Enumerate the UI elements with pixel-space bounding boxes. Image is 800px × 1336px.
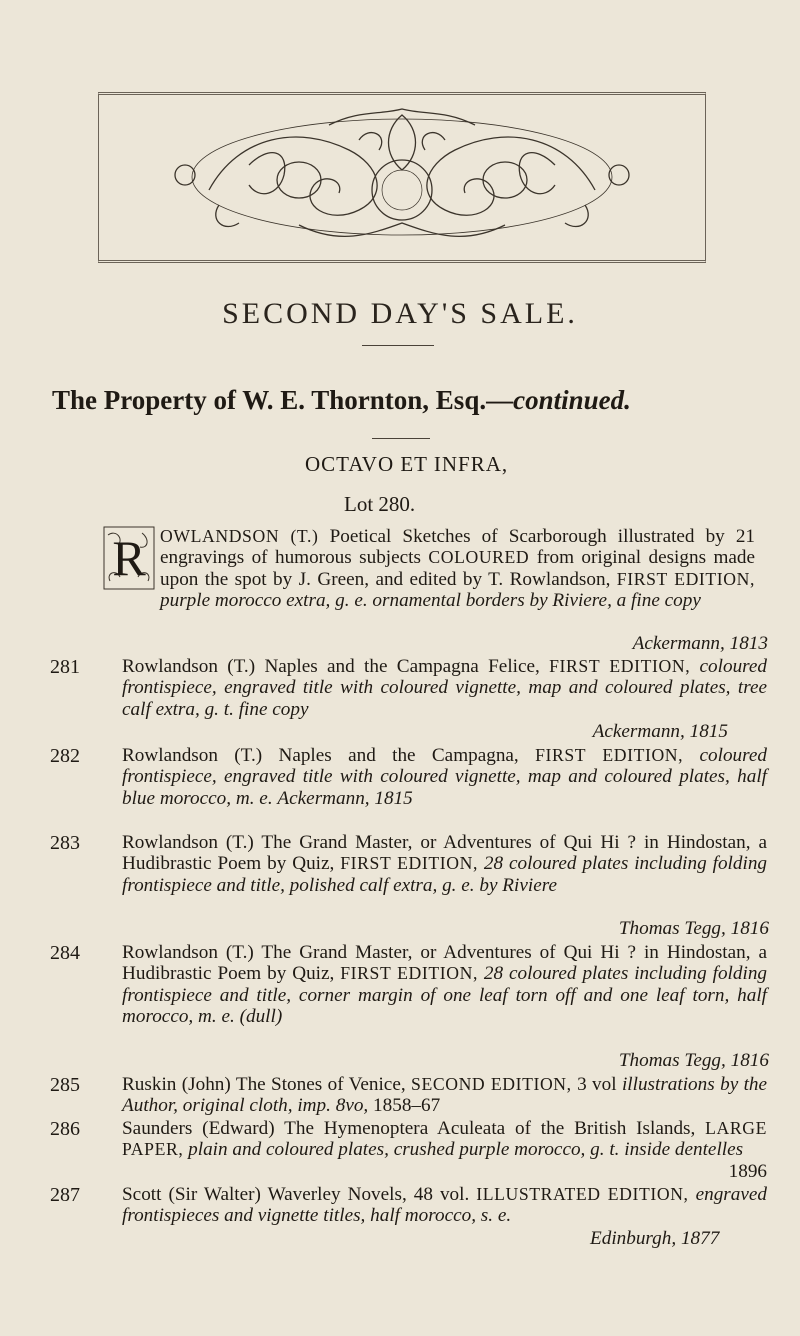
lot-286-pub: 1896 [728,1161,767,1182]
lot-285-author: Ruskin (John) [122,1074,231,1095]
lot-280-pub: Ackermann, 1813 [632,633,768,654]
lot-286-number: 286 [50,1118,80,1140]
lot-285-title: The Stones of Venice, [235,1074,406,1095]
lot-280-title2: from original designs made upon the spot by J. Green, and edited by T. Rowlandson, [160,547,756,590]
lot-282-number: 282 [50,745,80,767]
section-heading: OCTAVO ET INFRA, [305,452,509,476]
lot-281-author: Rowlandson (T.) [122,656,256,677]
lot-283-edition: FIRST EDITION, [340,853,478,874]
lot-281-title: Naples and the Campagna Felice, [264,656,540,677]
lot-285-entry [122,1074,767,1117]
lot-282-pub: Ackermann, 1815 [277,787,413,809]
lot-284-publisher [122,1050,769,1071]
scrollwork-illustration [99,95,705,260]
lot-281-pub: Ackermann, 1815 [592,721,728,742]
lot-280-coloured: COLOURED [428,547,530,568]
lot-280-author: OWLANDSON (T.) [160,526,319,546]
sale-title: SECOND DAY'S SALE. [222,297,578,330]
lot-284-entry [122,942,767,1027]
header-ornament [98,92,706,263]
lot-284-title: The Grand Master, or Adventures of Qui Hi ? in Hindostan, a Hudibrastic Poem by Quiz, [122,942,768,985]
lot-285-description: illustrations by the Author, original cloth, imp. 8vo, [122,1074,768,1117]
lot-287-publisher [590,1228,770,1249]
lot-282-title: Naples and the Campagna, [278,745,519,766]
lot-word: Lot [344,492,374,516]
lot-282-edition: FIRST EDITION, [535,745,684,765]
lot-283-title: The Grand Master, or Adventures of Qui Hi ? in Hindostan, a Hudibrastic Poem by Quiz, [122,832,768,875]
lot-281-publisher [122,721,728,742]
lot-number: 280. [378,492,416,516]
ornamental-initial-icon [102,525,156,591]
lot-287-entry [122,1184,767,1227]
lot-285-pub: 1858–67 [373,1095,441,1117]
property-owner: The Property of W. E. Thornton, Esq.— [52,385,514,415]
lot-285-volumes: 3 vol [577,1074,617,1095]
lot-283-author: Rowlandson (T.) [122,832,254,853]
lot-281-edition: FIRST EDITION, [549,656,691,676]
lot-287-author: Scott (Sir Walter) [122,1184,261,1205]
lot-287-pub: Edinburgh, 1877 [590,1228,720,1249]
lot-287-title: Waverley Novels, 48 vol. [267,1184,470,1205]
lot-287-number: 287 [50,1184,80,1206]
lot-286-edition: LARGE PAPER, [122,1118,768,1160]
lot-281-number: 281 [50,656,80,678]
lot-283-description: 28 coloured plates including folding frontispiece and title, polished calf extra, g. e. by Riviere [122,853,768,896]
lot-286-title: The Hymenoptera Aculeata of the British Islands, [284,1118,696,1139]
lot-280-edition: FIRST EDITION, [616,568,755,589]
lot-280-publisher [160,633,768,654]
lot-285-edition: SECOND EDITION, [411,1074,572,1094]
lot-280-line1 [160,526,755,611]
lot-heading [344,492,415,517]
dropcap-r [102,525,156,591]
lot-284-author: Rowlandson (T.) [122,942,254,963]
lot-284-number: 284 [50,942,80,964]
title-divider [362,345,434,346]
lot-284-description: 28 coloured plates including folding frontispiece and title, corner margin of one leaf torn off and one leaf torn, half morocco, m. e. (dull) [122,963,768,1027]
lot-283-pub: Thomas Tegg, 1816 [618,918,769,939]
lot-282-entry [122,745,767,809]
lot-286-publisher [122,1161,767,1182]
lot-283-entry [122,832,767,896]
lot-282-description: coloured frontispiece, engraved title with coloured vignette, map and coloured plates, half blue morocco, m. e. [122,745,767,809]
lot-280-description: purple morocco extra, g. e. ornamental borders by Riviere, a fine copy [160,589,701,611]
lot-284-edition: FIRST EDITION, [340,963,478,984]
lot-287-description: engraved frontispieces and vignette titles, half morocco, s. e. [122,1184,767,1227]
lot-283-publisher [122,918,769,939]
lot-285-number: 285 [50,1074,80,1096]
lot-286-description: plain and coloured plates, crushed purple morocco, g. t. inside dentelles [188,1139,744,1161]
lot-281-entry [122,656,767,720]
property-heading [52,385,631,416]
lot-284-pub: Thomas Tegg, 1816 [618,1050,769,1071]
lot-286-entry [122,1118,767,1161]
lot-283-number: 283 [50,832,80,854]
svg-text:R: R [112,530,146,586]
continued-label: continued. [513,385,631,415]
lot-282-author: Rowlandson (T.) [122,745,263,766]
lot-280-title: Poetical Sketches of Scarborough illustrated by 21 engravings of humorous subjects [160,526,756,569]
property-divider [372,438,430,439]
lot-281-description: coloured frontispiece, engraved title with coloured vignette, map and coloured plates, tree calf extra, g. t. fine copy [122,656,768,720]
lot-286-author: Saunders (Edward) [122,1118,275,1139]
lot-287-edition: ILLUSTRATED EDITION, [476,1184,689,1204]
